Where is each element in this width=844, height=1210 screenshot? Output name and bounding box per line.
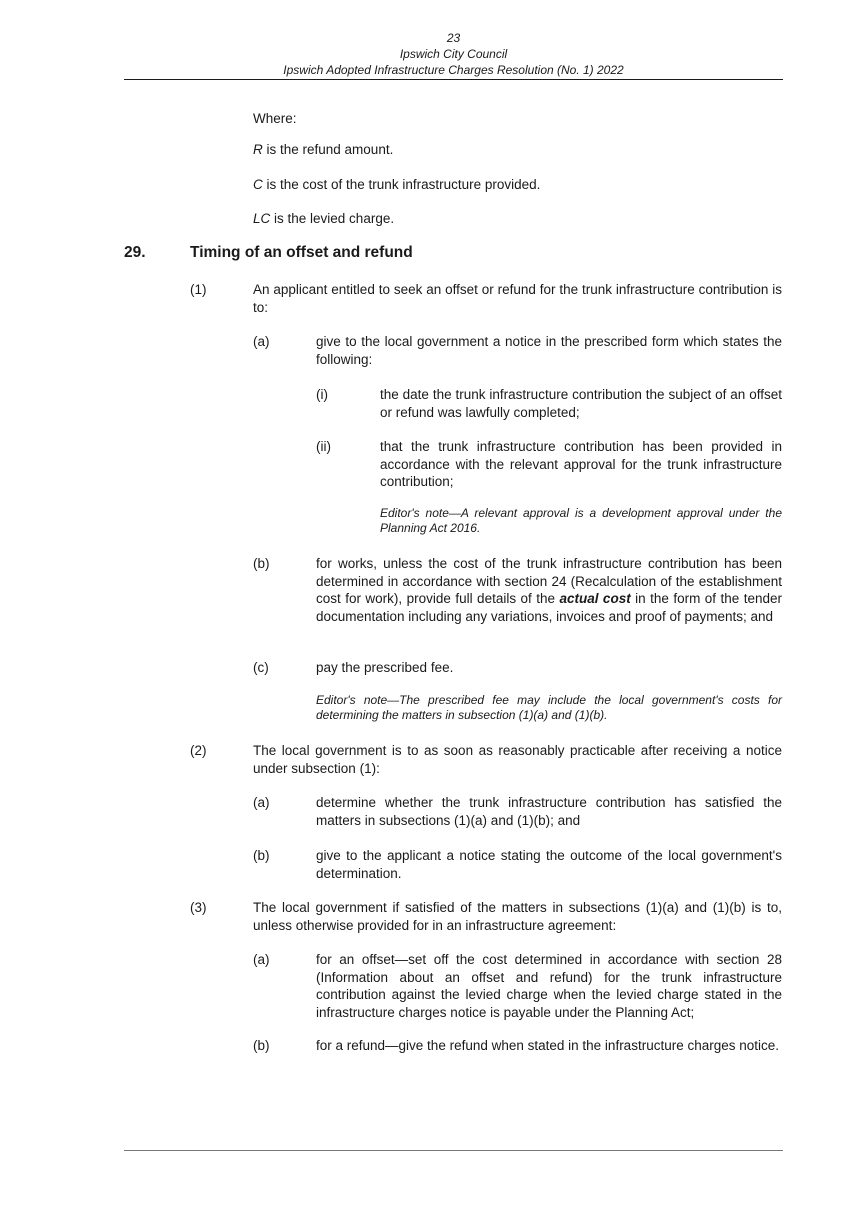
paragraph-text: for a refund—give the refund when stated in the infrastructure charges notice. [316,1038,780,1053]
paragraph-label: (b) [253,848,270,863]
document-title: Ipswich Adopted Infrastructure Charges Resolution (No. 1) 2022 [283,63,624,77]
editors-note: Editor's note—The prescribed fee may include the local government's costs for determining the matters in subsection (1)(a) and (1)(b). [316,693,782,722]
editors-note: Editor's note—A relevant approval is a development approval under the Planning Act 2016. [380,506,782,535]
paragraph-text: give to the applicant a notice stating the outcome of the local government's determination. [316,848,782,881]
header-divider [124,79,783,80]
paragraph-label: (b) [253,556,270,571]
definition-term: LC [253,211,271,226]
paragraph-label: (c) [253,660,269,675]
section-number: 29. [124,244,146,261]
subsection-text: The local government if satisfied of the matters in subsections (1)(a) and (1)(b) is to, unless otherwise provided for in an infrastructure agreement: [253,900,782,933]
subsection-text: The local government is to as soon as reasonably practicable after receiving a notice under subsection (1): [253,743,782,776]
paragraph-label: (a) [253,334,270,349]
definition-r: R is the refund amount. [253,142,394,157]
emphasis-text: actual cost [559,591,631,606]
definition-lc: LC is the levied charge. [253,211,395,226]
subparagraph-text: that the trunk infrastructure contribution has been provided in accordance with the relevant approval for the trunk infrastructure contribution; [380,439,782,489]
paragraph-text: for an offset—set off the cost determined in accordance with section 28 (Information about an offset and refund) for the trunk infrastructure contribution against the levied charge when the levied charge stated in the infrastructure charges notice is payable under the Planning Act; [316,952,782,1020]
page-header [124,30,783,78]
paragraph-label: (b) [253,1038,270,1053]
footer-divider [124,1150,783,1151]
paragraph-label: (a) [253,795,270,810]
organisation-name: Ipswich City Council [399,47,508,61]
subparagraph-text: the date the trunk infrastructure contribution the subject of an offset or refund was lawfully completed; [380,387,782,420]
subsection-label: (2) [190,743,207,758]
subsection-label: (3) [190,900,207,915]
subsection-text: An applicant entitled to seek an offset or refund for the trunk infrastructure contribution is to: [253,282,782,315]
paragraph-text: give to the local government a notice in the prescribed form which states the following: [316,334,782,367]
paragraph-label: (a) [253,952,270,967]
definitions-intro: Where: [253,111,297,126]
section-title: Timing of an offset and refund [190,244,413,261]
page-number: 23 [446,31,461,45]
paragraph-text: for works, unless the cost of the trunk infrastructure contribution has been determined in accordance with section 24 (Recalculation of the establishment cost for work), provide full details of the actual cost in the form of the tender documentation including any variations, invoices and proof of payments; and [316,556,782,624]
paragraph-text: pay the prescribed fee. [316,660,454,675]
definition-term: C [253,177,263,192]
subparagraph-label: (ii) [316,439,331,454]
paragraph-text: determine whether the trunk infrastructure contribution has satisfied the matters in subsections (1)(a) and (1)(b); and [316,795,782,828]
subsection-label: (1) [190,282,207,297]
definition-term: R [253,142,263,157]
definition-c: C is the cost of the trunk infrastructure provided. [253,177,541,192]
subparagraph-label: (i) [316,387,328,402]
